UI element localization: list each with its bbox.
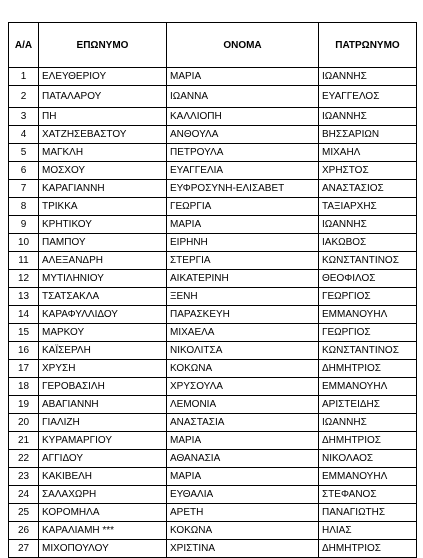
first-name-cell: ΚΟΚΩΝΑ xyxy=(167,522,319,540)
fathers-name-cell: ΓΕΩΡΓΙΟΣ xyxy=(319,288,417,306)
first-name-cell: ΑΝΘΟΥΛΑ xyxy=(167,126,319,144)
surname-cell: ΑΛΕΞΑΝΔΡΗ xyxy=(39,252,167,270)
row-number: 23 xyxy=(9,468,39,486)
surname-cell: ΚΑΡΑΛΙΑΜΗ *** xyxy=(39,522,167,540)
row-number: 21 xyxy=(9,432,39,450)
fathers-name-cell: ΠΑΝΑΓΙΩΤΗΣ xyxy=(319,504,417,522)
table-row xyxy=(9,86,417,108)
surname-cell: ΜΑΓΚΛΗ xyxy=(39,144,167,162)
table-row xyxy=(9,468,417,486)
header-fathers-name: ΠΑΤΡΩΝΥΜΟ xyxy=(319,23,417,68)
table-row xyxy=(9,378,417,396)
first-name-cell: ΓΕΩΡΓΙΑ xyxy=(167,198,319,216)
row-number: 18 xyxy=(9,378,39,396)
fathers-name-cell: ΧΡΗΣΤΟΣ xyxy=(319,162,417,180)
surname-cell: ΠΑΤΑΛΑΡΟΥ xyxy=(39,86,167,108)
row-number: 4 xyxy=(9,126,39,144)
surname-cell: ΜΙΧΟΠΟΥΛΟΥ xyxy=(39,540,167,558)
fathers-name-cell: ΓΕΩΡΓΙΟΣ xyxy=(319,324,417,342)
surname-cell: ΓΕΡΟΒΑΣΙΛΗ xyxy=(39,378,167,396)
surname-cell: ΜΥΤΙΛΗΝΙΟΥ xyxy=(39,270,167,288)
table-row xyxy=(9,180,417,198)
row-number: 15 xyxy=(9,324,39,342)
row-number: 19 xyxy=(9,396,39,414)
fathers-name-cell: ΙΩΑΝΝΗΣ xyxy=(319,108,417,126)
first-name-cell: ΜΑΡΙΑ xyxy=(167,68,319,86)
first-name-cell: ΧΡΥΣΟΥΛΑ xyxy=(167,378,319,396)
table-row xyxy=(9,252,417,270)
header-surname: ΕΠΩΝΥΜΟ xyxy=(39,23,167,68)
table-row xyxy=(9,216,417,234)
surname-cell: ΓΙΑΛΙΖΗ xyxy=(39,414,167,432)
table-row xyxy=(9,162,417,180)
table-row xyxy=(9,414,417,432)
table-row xyxy=(9,270,417,288)
table-row xyxy=(9,198,417,216)
fathers-name-cell: ΚΩΝΣΤΑΝΤΙΝΟΣ xyxy=(319,252,417,270)
fathers-name-cell: ΘΕΟΦΙΛΟΣ xyxy=(319,270,417,288)
fathers-name-cell: ΣΤΕΦΑΝΟΣ xyxy=(319,486,417,504)
surname-cell: ΧΡΥΣΗ xyxy=(39,360,167,378)
fathers-name-cell: ΝΙΚΟΛΑΟΣ xyxy=(319,450,417,468)
fathers-name-cell: ΒΗΣΣΑΡΙΩΝ xyxy=(319,126,417,144)
first-name-cell: ΜΑΡΙΑ xyxy=(167,432,319,450)
first-name-cell: ΞΕΝΗ xyxy=(167,288,319,306)
row-number: 10 xyxy=(9,234,39,252)
surname-cell: ΚΑΚΙΒΕΛΗ xyxy=(39,468,167,486)
first-name-cell: ΠΕΤΡΟΥΛΑ xyxy=(167,144,319,162)
table-row xyxy=(9,288,417,306)
row-number: 2 xyxy=(9,86,39,108)
row-number: 25 xyxy=(9,504,39,522)
first-name-cell: ΑΝΑΣΤΑΣΙΑ xyxy=(167,414,319,432)
first-name-cell: ΕΥΑΓΓΕΛΙΑ xyxy=(167,162,319,180)
surname-cell: ΧΑΤΖΗΣΕΒΑΣΤΟΥ xyxy=(39,126,167,144)
surname-cell: ΤΡΙΚΚΑ xyxy=(39,198,167,216)
fathers-name-cell: ΔΗΜΗΤΡΙΟΣ xyxy=(319,360,417,378)
table-row xyxy=(9,522,417,540)
table-row xyxy=(9,360,417,378)
first-name-cell: ΙΩΑΝΝΑ xyxy=(167,86,319,108)
row-number: 17 xyxy=(9,360,39,378)
first-name-cell: ΝΙΚΟΛΙΤΣΑ xyxy=(167,342,319,360)
table-row xyxy=(9,108,417,126)
row-number: 6 xyxy=(9,162,39,180)
first-name-cell: ΑΘΑΝΑΣΙΑ xyxy=(167,450,319,468)
row-number: 12 xyxy=(9,270,39,288)
first-name-cell: ΑΙΚΑΤΕΡΙΝΗ xyxy=(167,270,319,288)
first-name-cell: ΜΑΡΙΑ xyxy=(167,468,319,486)
row-number: 5 xyxy=(9,144,39,162)
first-name-cell: ΣΤΕΡΓΙΑ xyxy=(167,252,319,270)
fathers-name-cell: ΕΜΜΑΝΟΥΗΛ xyxy=(319,378,417,396)
surname-cell: ΚΑΪΣΕΡΛΗ xyxy=(39,342,167,360)
table-row xyxy=(9,68,417,86)
first-name-cell: ΜΑΡΙΑ xyxy=(167,216,319,234)
fathers-name-cell: ΗΛΙΑΣ xyxy=(319,522,417,540)
row-number: 3 xyxy=(9,108,39,126)
fathers-name-cell: ΜΙΧΑΗΛ xyxy=(319,144,417,162)
row-number: 11 xyxy=(9,252,39,270)
table-body xyxy=(9,68,417,558)
table-row xyxy=(9,486,417,504)
row-number: 24 xyxy=(9,486,39,504)
names-table xyxy=(8,22,417,558)
table-row xyxy=(9,504,417,522)
table-row xyxy=(9,234,417,252)
first-name-cell: ΑΡΕΤΗ xyxy=(167,504,319,522)
header-first-name: ΟΝΟΜΑ xyxy=(167,23,319,68)
surname-cell: ΚΡΗΤΙΚΟΥ xyxy=(39,216,167,234)
surname-cell: ΚΑΡΑΦΥΛΛΙΔΟΥ xyxy=(39,306,167,324)
first-name-cell: ΠΑΡΑΣΚΕΥΗ xyxy=(167,306,319,324)
row-number: 13 xyxy=(9,288,39,306)
surname-cell: ΜΟΣΧΟΥ xyxy=(39,162,167,180)
surname-cell: ΤΣΑΤΣΑΚΛΑ xyxy=(39,288,167,306)
fathers-name-cell: ΑΝΑΣΤΑΣΙΟΣ xyxy=(319,180,417,198)
fathers-name-cell: ΤΑΞΙΑΡΧΗΣ xyxy=(319,198,417,216)
table-row xyxy=(9,126,417,144)
table-row xyxy=(9,324,417,342)
fathers-name-cell: ΔΗΜΗΤΡΙΟΣ xyxy=(319,540,417,558)
table-row xyxy=(9,306,417,324)
fathers-name-cell: ΑΡΙΣΤΕΙΔΗΣ xyxy=(319,396,417,414)
surname-cell: ΜΑΡΚΟΥ xyxy=(39,324,167,342)
surname-cell: ΕΛΕΥΘΕΡΙΟΥ xyxy=(39,68,167,86)
first-name-cell: ΕΙΡΗΝΗ xyxy=(167,234,319,252)
first-name-cell: ΧΡΙΣΤΙΝΑ xyxy=(167,540,319,558)
row-number: 14 xyxy=(9,306,39,324)
table-row xyxy=(9,450,417,468)
first-name-cell: ΚΑΛΛΙΟΠΗ xyxy=(167,108,319,126)
surname-cell: ΠΗ xyxy=(39,108,167,126)
row-number: 26 xyxy=(9,522,39,540)
fathers-name-cell: ΚΩΝΣΤΑΝΤΙΝΟΣ xyxy=(319,342,417,360)
row-number: 8 xyxy=(9,198,39,216)
first-name-cell: ΕΥΘΑΛΙΑ xyxy=(167,486,319,504)
table-row xyxy=(9,540,417,558)
surname-cell: ΠΑΜΠΟΥ xyxy=(39,234,167,252)
fathers-name-cell: ΕΥΑΓΓΕΛΟΣ xyxy=(319,86,417,108)
first-name-cell: ΚΟΚΩΝΑ xyxy=(167,360,319,378)
surname-cell: ΚΥΡΑΜΑΡΓΙΟΥ xyxy=(39,432,167,450)
row-number: 27 xyxy=(9,540,39,558)
fathers-name-cell: ΙΩΑΝΝΗΣ xyxy=(319,68,417,86)
surname-cell: ΚΟΡΟΜΗΛΑ xyxy=(39,504,167,522)
row-number: 16 xyxy=(9,342,39,360)
surname-cell: ΣΑΛΑΧΩΡΗ xyxy=(39,486,167,504)
header-row xyxy=(9,23,417,68)
row-number: 22 xyxy=(9,450,39,468)
row-number: 7 xyxy=(9,180,39,198)
table-row xyxy=(9,342,417,360)
surname-cell: ΑΒΑΓΙΑΝΝΗ xyxy=(39,396,167,414)
fathers-name-cell: ΕΜΜΑΝΟΥΗΛ xyxy=(319,468,417,486)
first-name-cell: ΜΙΧΑΕΛΑ xyxy=(167,324,319,342)
fathers-name-cell: ΙΩΑΝΝΗΣ xyxy=(319,414,417,432)
table-row xyxy=(9,144,417,162)
fathers-name-cell: ΙΑΚΩΒΟΣ xyxy=(319,234,417,252)
fathers-name-cell: ΔΗΜΗΤΡΙΟΣ xyxy=(319,432,417,450)
row-number: 9 xyxy=(9,216,39,234)
table-row xyxy=(9,432,417,450)
row-number: 1 xyxy=(9,68,39,86)
fathers-name-cell: ΕΜΜΑΝΟΥΗΛ xyxy=(319,306,417,324)
surname-cell: ΚΑΡΑΓΙΑΝΝΗ xyxy=(39,180,167,198)
surname-cell: ΑΓΓΙΔΟΥ xyxy=(39,450,167,468)
header-number: Α/Α xyxy=(9,23,39,68)
row-number: 20 xyxy=(9,414,39,432)
first-name-cell: ΛΕΜΟΝΙΑ xyxy=(167,396,319,414)
fathers-name-cell: ΙΩΑΝΝΗΣ xyxy=(319,216,417,234)
first-name-cell: ΕΥΦΡΟΣΥΝΗ-ΕΛΙΣΑΒΕΤ xyxy=(167,180,319,198)
table-row xyxy=(9,396,417,414)
